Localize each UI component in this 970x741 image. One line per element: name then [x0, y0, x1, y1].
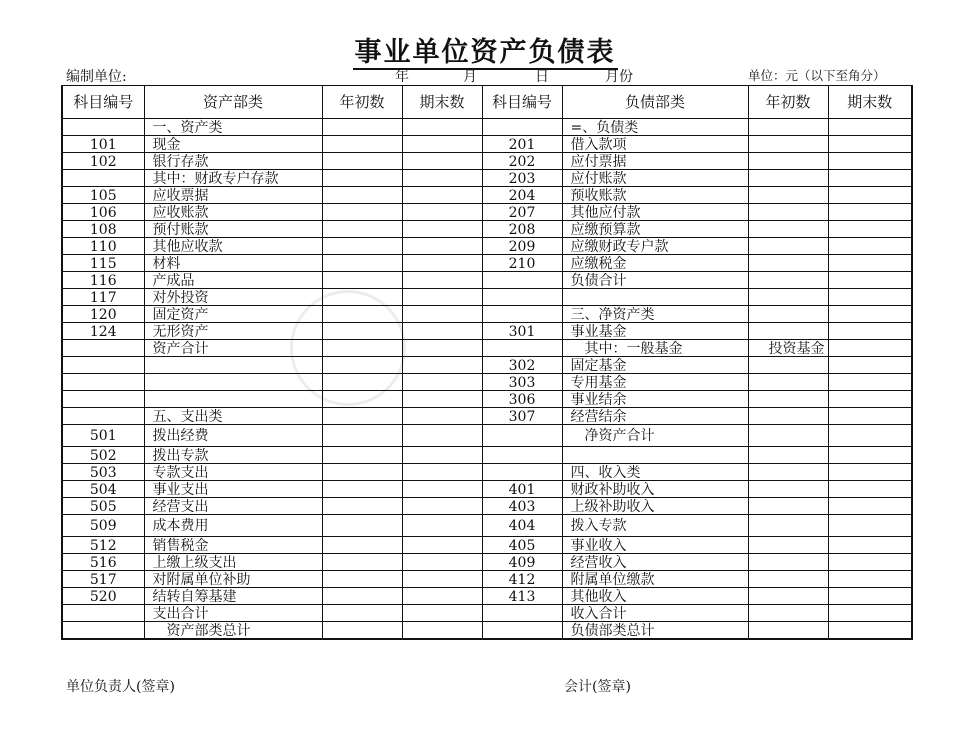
- asset-year-begin: [322, 153, 402, 170]
- asset-year-begin: [322, 255, 402, 272]
- asset-name: 一、资产类: [144, 119, 322, 136]
- asset-year-begin: [322, 515, 402, 537]
- table-header-row: [62, 86, 912, 119]
- asset-code: 503: [62, 464, 144, 481]
- liability-year-begin: [748, 498, 828, 515]
- liability-code: 207: [482, 204, 562, 221]
- asset-period-end: [402, 571, 482, 588]
- asset-name: [144, 374, 322, 391]
- table-row: [62, 447, 912, 464]
- liability-code: 403: [482, 498, 562, 515]
- asset-code: [62, 408, 144, 425]
- asset-code: 502: [62, 447, 144, 464]
- liability-code: 404: [482, 515, 562, 537]
- table-row: [62, 255, 912, 272]
- header-liabilities: 负债部类: [562, 86, 748, 119]
- asset-code: 117: [62, 289, 144, 306]
- asset-code: [62, 374, 144, 391]
- table-row: [62, 323, 912, 340]
- liability-period-end: [828, 306, 912, 323]
- liability-year-begin: [748, 554, 828, 571]
- liability-name: 拨入专款: [562, 515, 748, 537]
- liability-name: 负债部类总计: [562, 622, 748, 640]
- liability-year-begin: [748, 537, 828, 554]
- asset-code: 520: [62, 588, 144, 605]
- liability-period-end: [828, 187, 912, 204]
- liability-code: [482, 605, 562, 622]
- liability-period-end: [828, 571, 912, 588]
- asset-year-begin: [322, 170, 402, 187]
- asset-code: 504: [62, 481, 144, 498]
- liability-name: [562, 447, 748, 464]
- asset-name: 对外投资: [144, 289, 322, 306]
- liability-year-begin: [748, 272, 828, 289]
- asset-period-end: [402, 588, 482, 605]
- liability-year-begin: [748, 588, 828, 605]
- asset-name: 固定资产: [144, 306, 322, 323]
- asset-code: 517: [62, 571, 144, 588]
- asset-year-begin: [322, 272, 402, 289]
- table-row: [62, 187, 912, 204]
- period-label: 月份: [605, 69, 633, 85]
- asset-period-end: [402, 289, 482, 306]
- asset-name: 现金: [144, 136, 322, 153]
- liability-name: 收入合计: [562, 605, 748, 622]
- liability-code: 208: [482, 221, 562, 238]
- asset-code: 105: [62, 187, 144, 204]
- liability-name: 应缴税金: [562, 255, 748, 272]
- liability-year-begin: [748, 255, 828, 272]
- liability-name: 三、净资产类: [562, 306, 748, 323]
- liability-code: [482, 464, 562, 481]
- asset-period-end: [402, 425, 482, 447]
- liability-code: [482, 272, 562, 289]
- asset-name: 事业支出: [144, 481, 322, 498]
- unit-label: 单位：元（以下至角分）: [748, 68, 886, 83]
- liability-year-begin: [748, 306, 828, 323]
- asset-year-begin: [322, 537, 402, 554]
- asset-year-begin: [322, 221, 402, 238]
- liability-code: [482, 447, 562, 464]
- liability-year-begin: [748, 119, 828, 136]
- liability-name: 其中：一般基金: [562, 340, 748, 357]
- asset-name: 结转自筹基建: [144, 588, 322, 605]
- month-label: 月: [463, 69, 477, 85]
- liability-name: 上级补助收入: [562, 498, 748, 515]
- liability-period-end: [828, 255, 912, 272]
- liability-period-end: [828, 391, 912, 408]
- liability-year-begin: [748, 187, 828, 204]
- liability-code: 203: [482, 170, 562, 187]
- liability-name: 事业收入: [562, 537, 748, 554]
- table-row: [62, 622, 912, 640]
- asset-period-end: [402, 136, 482, 153]
- liability-period-end: [828, 272, 912, 289]
- liability-year-begin: [748, 408, 828, 425]
- liability-year-begin: [748, 136, 828, 153]
- liability-code: [482, 425, 562, 447]
- table-row: [62, 554, 912, 571]
- year-label: 年: [395, 69, 409, 85]
- liability-name: 专用基金: [562, 374, 748, 391]
- liability-year-begin: [748, 204, 828, 221]
- liability-code: [482, 119, 562, 136]
- asset-year-begin: [322, 481, 402, 498]
- header-assets: 资产部类: [144, 86, 322, 119]
- liability-name: 应缴预算款: [562, 221, 748, 238]
- asset-period-end: [402, 447, 482, 464]
- asset-year-begin: [322, 605, 402, 622]
- table-row: [62, 272, 912, 289]
- asset-name: [144, 391, 322, 408]
- liability-year-begin: [748, 622, 828, 640]
- asset-name: 资产合计: [144, 340, 322, 357]
- liability-code: 405: [482, 537, 562, 554]
- asset-year-begin: [322, 187, 402, 204]
- table-row: [62, 119, 912, 136]
- asset-period-end: [402, 323, 482, 340]
- liability-code: 209: [482, 238, 562, 255]
- table-row: [62, 481, 912, 498]
- asset-code: 116: [62, 272, 144, 289]
- liability-period-end: [828, 357, 912, 374]
- liability-year-begin: [748, 357, 828, 374]
- asset-year-begin: [322, 323, 402, 340]
- liability-code: 409: [482, 554, 562, 571]
- table-row: [62, 204, 912, 221]
- liability-name: 经营收入: [562, 554, 748, 571]
- liability-period-end: [828, 425, 912, 447]
- liability-year-begin: [748, 515, 828, 537]
- table-row: [62, 153, 912, 170]
- asset-code: 101: [62, 136, 144, 153]
- liability-period-end: [828, 323, 912, 340]
- liability-code: 210: [482, 255, 562, 272]
- asset-year-begin: [322, 464, 402, 481]
- asset-code: 501: [62, 425, 144, 447]
- asset-period-end: [402, 255, 482, 272]
- liability-name: 经营结余: [562, 408, 748, 425]
- asset-code: 115: [62, 255, 144, 272]
- liability-year-begin: [748, 571, 828, 588]
- asset-year-begin: [322, 498, 402, 515]
- liability-year-begin: [748, 605, 828, 622]
- asset-year-begin: [322, 571, 402, 588]
- liability-period-end: [828, 153, 912, 170]
- asset-name: 拨出经费: [144, 425, 322, 447]
- liability-period-end: [828, 481, 912, 498]
- asset-year-begin: [322, 119, 402, 136]
- liability-name: 其他应付款: [562, 204, 748, 221]
- liability-period-end: [828, 515, 912, 537]
- asset-name: 经营支出: [144, 498, 322, 515]
- asset-name: 拨出专款: [144, 447, 322, 464]
- asset-code: [62, 391, 144, 408]
- asset-year-begin: [322, 289, 402, 306]
- asset-period-end: [402, 119, 482, 136]
- header-period-end: 期末数: [402, 86, 482, 119]
- liability-period-end: [828, 554, 912, 571]
- asset-code: [62, 622, 144, 640]
- liability-period-end: [828, 374, 912, 391]
- liability-code: 413: [482, 588, 562, 605]
- footer-accountant-signature: 会计(签章): [564, 679, 631, 695]
- asset-period-end: [402, 554, 482, 571]
- table-row: [62, 374, 912, 391]
- asset-name: 上缴上级支出: [144, 554, 322, 571]
- liability-name: 事业基金: [562, 323, 748, 340]
- table-row: [62, 357, 912, 374]
- asset-period-end: [402, 391, 482, 408]
- table-row: [62, 136, 912, 153]
- asset-name: 销售税金: [144, 537, 322, 554]
- liability-code: 303: [482, 374, 562, 391]
- header-year-begin-2: 年初数: [748, 86, 828, 119]
- asset-name: 应收账款: [144, 204, 322, 221]
- table-row: [62, 391, 912, 408]
- asset-name: 材料: [144, 255, 322, 272]
- liability-period-end: [828, 340, 912, 357]
- liability-name: 净资产合计: [562, 425, 748, 447]
- liability-year-begin: [748, 374, 828, 391]
- asset-code: 124: [62, 323, 144, 340]
- liability-year-begin: [748, 289, 828, 306]
- asset-name: 支出合计: [144, 605, 322, 622]
- asset-code: [62, 357, 144, 374]
- liability-name: [562, 289, 748, 306]
- asset-name: 产成品: [144, 272, 322, 289]
- asset-year-begin: [322, 238, 402, 255]
- table-row: [62, 537, 912, 554]
- table-row: [62, 340, 912, 357]
- asset-code: 516: [62, 554, 144, 571]
- liability-year-begin: [748, 221, 828, 238]
- balance-sheet-table: [61, 85, 913, 640]
- asset-name: 成本费用: [144, 515, 322, 537]
- table-row: [62, 498, 912, 515]
- liability-name: 其他收入: [562, 588, 748, 605]
- liability-period-end: [828, 170, 912, 187]
- asset-name: 其中：财政专户存款: [144, 170, 322, 187]
- liability-code: 204: [482, 187, 562, 204]
- liability-name: 应缴财政专户款: [562, 238, 748, 255]
- liability-name: 财政补助收入: [562, 481, 748, 498]
- asset-name: 五、支出类: [144, 408, 322, 425]
- asset-period-end: [402, 515, 482, 537]
- asset-code: 110: [62, 238, 144, 255]
- asset-year-begin: [322, 391, 402, 408]
- table-row: [62, 605, 912, 622]
- liability-period-end: [828, 622, 912, 640]
- table-row: [62, 306, 912, 323]
- asset-period-end: [402, 204, 482, 221]
- asset-period-end: [402, 153, 482, 170]
- liability-year-begin: [748, 447, 828, 464]
- liability-period-end: [828, 221, 912, 238]
- liability-period-end: [828, 588, 912, 605]
- header-code-2: 科目编号: [482, 86, 562, 119]
- liability-period-end: [828, 464, 912, 481]
- liability-period-end: [828, 289, 912, 306]
- liability-year-begin: [748, 170, 828, 187]
- asset-code: 120: [62, 306, 144, 323]
- liability-period-end: [828, 408, 912, 425]
- liability-period-end: [828, 498, 912, 515]
- liability-year-begin: [748, 425, 828, 447]
- asset-code: 505: [62, 498, 144, 515]
- asset-period-end: [402, 187, 482, 204]
- asset-name: [144, 357, 322, 374]
- liability-year-begin: 投资基金: [748, 340, 828, 357]
- asset-year-begin: [322, 204, 402, 221]
- liability-name: 四、收入类: [562, 464, 748, 481]
- liability-name: 借入款项: [562, 136, 748, 153]
- liability-period-end: [828, 119, 912, 136]
- asset-code: [62, 119, 144, 136]
- liability-year-begin: [748, 481, 828, 498]
- liability-code: 302: [482, 357, 562, 374]
- liability-name: 应付账款: [562, 170, 748, 187]
- asset-period-end: [402, 357, 482, 374]
- asset-code: [62, 605, 144, 622]
- liability-period-end: [828, 447, 912, 464]
- liability-period-end: [828, 605, 912, 622]
- asset-year-begin: [322, 554, 402, 571]
- asset-name: 无形资产: [144, 323, 322, 340]
- liability-year-begin: [748, 323, 828, 340]
- asset-period-end: [402, 481, 482, 498]
- liability-code: 306: [482, 391, 562, 408]
- asset-name: 预付账款: [144, 221, 322, 238]
- asset-period-end: [402, 622, 482, 640]
- table-row: [62, 571, 912, 588]
- asset-year-begin: [322, 340, 402, 357]
- asset-year-begin: [322, 588, 402, 605]
- liability-year-begin: [748, 391, 828, 408]
- liability-code: 412: [482, 571, 562, 588]
- asset-year-begin: [322, 622, 402, 640]
- liability-name: =、负债类: [562, 119, 748, 136]
- header-period-end-2: 期末数: [828, 86, 912, 119]
- asset-period-end: [402, 408, 482, 425]
- liability-code: [482, 306, 562, 323]
- table-row: [62, 170, 912, 187]
- table-row: [62, 515, 912, 537]
- compiler-label: 编制单位:: [66, 69, 127, 85]
- asset-period-end: [402, 170, 482, 187]
- table-row: [62, 238, 912, 255]
- asset-code: 106: [62, 204, 144, 221]
- asset-year-begin: [322, 447, 402, 464]
- asset-period-end: [402, 272, 482, 289]
- liability-code: 201: [482, 136, 562, 153]
- header-year-begin: 年初数: [322, 86, 402, 119]
- asset-name: 专款支出: [144, 464, 322, 481]
- asset-name: 应收票据: [144, 187, 322, 204]
- liability-year-begin: [748, 238, 828, 255]
- liability-period-end: [828, 136, 912, 153]
- table-body: [62, 86, 912, 640]
- asset-code: 509: [62, 515, 144, 537]
- table-row: [62, 425, 912, 447]
- asset-code: [62, 340, 144, 357]
- liability-period-end: [828, 238, 912, 255]
- asset-year-begin: [322, 357, 402, 374]
- asset-year-begin: [322, 408, 402, 425]
- liability-code: 202: [482, 153, 562, 170]
- liability-name: 应付票据: [562, 153, 748, 170]
- asset-period-end: [402, 498, 482, 515]
- footer-unit-head-signature: 单位负责人(签章): [66, 679, 175, 695]
- liability-name: 固定基金: [562, 357, 748, 374]
- asset-period-end: [402, 238, 482, 255]
- liability-code: [482, 622, 562, 640]
- asset-code: 512: [62, 537, 144, 554]
- asset-period-end: [402, 464, 482, 481]
- asset-code: [62, 170, 144, 187]
- asset-name: 资产部类总计: [144, 622, 322, 640]
- asset-name: 银行存款: [144, 153, 322, 170]
- liability-code: 307: [482, 408, 562, 425]
- asset-period-end: [402, 340, 482, 357]
- asset-code: 108: [62, 221, 144, 238]
- asset-period-end: [402, 306, 482, 323]
- liability-code: 301: [482, 323, 562, 340]
- asset-year-begin: [322, 136, 402, 153]
- table-row: [62, 588, 912, 605]
- liability-code: [482, 340, 562, 357]
- asset-year-begin: [322, 425, 402, 447]
- liability-code: [482, 289, 562, 306]
- asset-period-end: [402, 605, 482, 622]
- liability-code: 401: [482, 481, 562, 498]
- table-row: [62, 408, 912, 425]
- liability-name: 负债合计: [562, 272, 748, 289]
- table-row: [62, 289, 912, 306]
- asset-period-end: [402, 374, 482, 391]
- asset-code: 102: [62, 153, 144, 170]
- liability-name: 预收账款: [562, 187, 748, 204]
- asset-year-begin: [322, 374, 402, 391]
- liability-period-end: [828, 537, 912, 554]
- report-title: 事业单位资产负债表: [354, 37, 616, 68]
- asset-name: 对附属单位补助: [144, 571, 322, 588]
- day-label: 日: [535, 69, 549, 85]
- liability-name: 事业结余: [562, 391, 748, 408]
- asset-period-end: [402, 221, 482, 238]
- header-code: 科目编号: [62, 86, 144, 119]
- liability-year-begin: [748, 464, 828, 481]
- asset-name: 其他应收款: [144, 238, 322, 255]
- table-row: [62, 464, 912, 481]
- asset-year-begin: [322, 306, 402, 323]
- table-row: [62, 221, 912, 238]
- liability-period-end: [828, 204, 912, 221]
- liability-year-begin: [748, 153, 828, 170]
- liability-name: 附属单位缴款: [562, 571, 748, 588]
- asset-period-end: [402, 537, 482, 554]
